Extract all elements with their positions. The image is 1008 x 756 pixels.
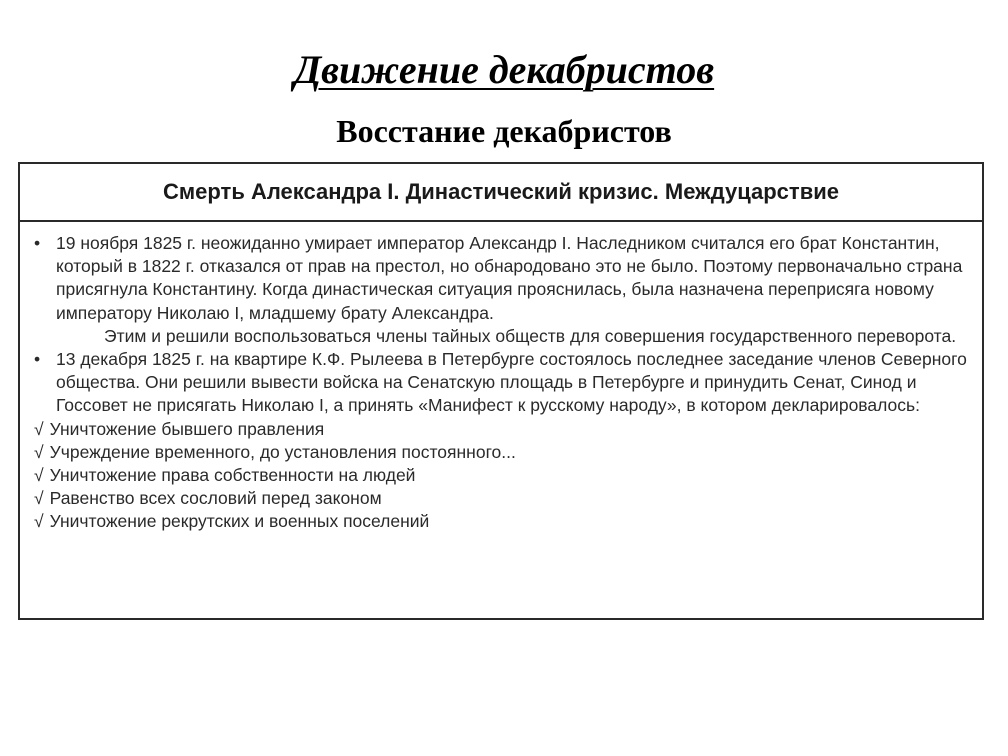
checklist-item-text: Уничтожение бывшего правления: [49, 418, 325, 439]
check-mark-icon: √: [34, 441, 44, 462]
check-mark-icon: √: [34, 418, 44, 439]
checklist-item-text: Уничтожение рекрутских и военных поселений: [49, 511, 430, 532]
checklist-item-text: Учреждение временного, до установления постоянного...: [49, 441, 516, 462]
slide-subtitle: Восстание декабристов: [336, 113, 672, 149]
list-item-northern-society-meeting: [34, 348, 968, 418]
checklist-item: [34, 510, 968, 533]
checklist-item: [34, 441, 968, 464]
table-body: [20, 222, 982, 534]
checklist-item: [34, 418, 968, 441]
list-item-death-of-alexander: [34, 232, 968, 348]
check-mark-icon: √: [34, 511, 44, 532]
manifesto-checklist: [34, 418, 968, 534]
list-item-text: [56, 348, 968, 418]
paragraph: Этим и решили воспользоваться члены тайных обществ для совершения государственного переворота.: [104, 325, 957, 346]
check-mark-icon: √: [34, 465, 44, 486]
paragraph: 19 ноября 1825 г. неожиданно умирает император Александр I. Наследником считался его брат Константин, который в 1822 г. отказался от прав на престол, но обнародовано это не было. Поэтому первоначально страна присягнула Константину. Когда династическая ситуация прояснилась, была назначена переприсяга новому императору Николаю I, младшему брату Александра.: [56, 233, 963, 323]
checklist-item-text: Уничтожение права собственности на людей: [49, 465, 416, 486]
checklist-item-text: Равенство всех сословий перед законом: [49, 488, 382, 509]
bullet-icon: •: [34, 349, 41, 370]
content-table: [18, 162, 984, 620]
table-header: Смерть Александра I. Династический кризис. Междуцарствие: [20, 164, 982, 222]
checklist-item: [34, 464, 968, 487]
check-mark-icon: √: [34, 488, 44, 509]
bullet-icon: •: [34, 233, 41, 253]
slide-title: Движение декабристов: [293, 47, 715, 92]
paragraph: 13 декабря 1825 г. на квартире К.Ф. Рылеева в Петербурге состоялось последнее заседание членов Северного общества. Они решили вывести войска на Сенатскую площадь в Петербурге и принудить Сенат, Синод и Госсовет не присягать Николаю I, а принять «Манифест к русскому народу», в котором декларировалось:: [56, 349, 967, 416]
checklist-item: [34, 487, 968, 510]
list-item-text: [56, 232, 968, 348]
